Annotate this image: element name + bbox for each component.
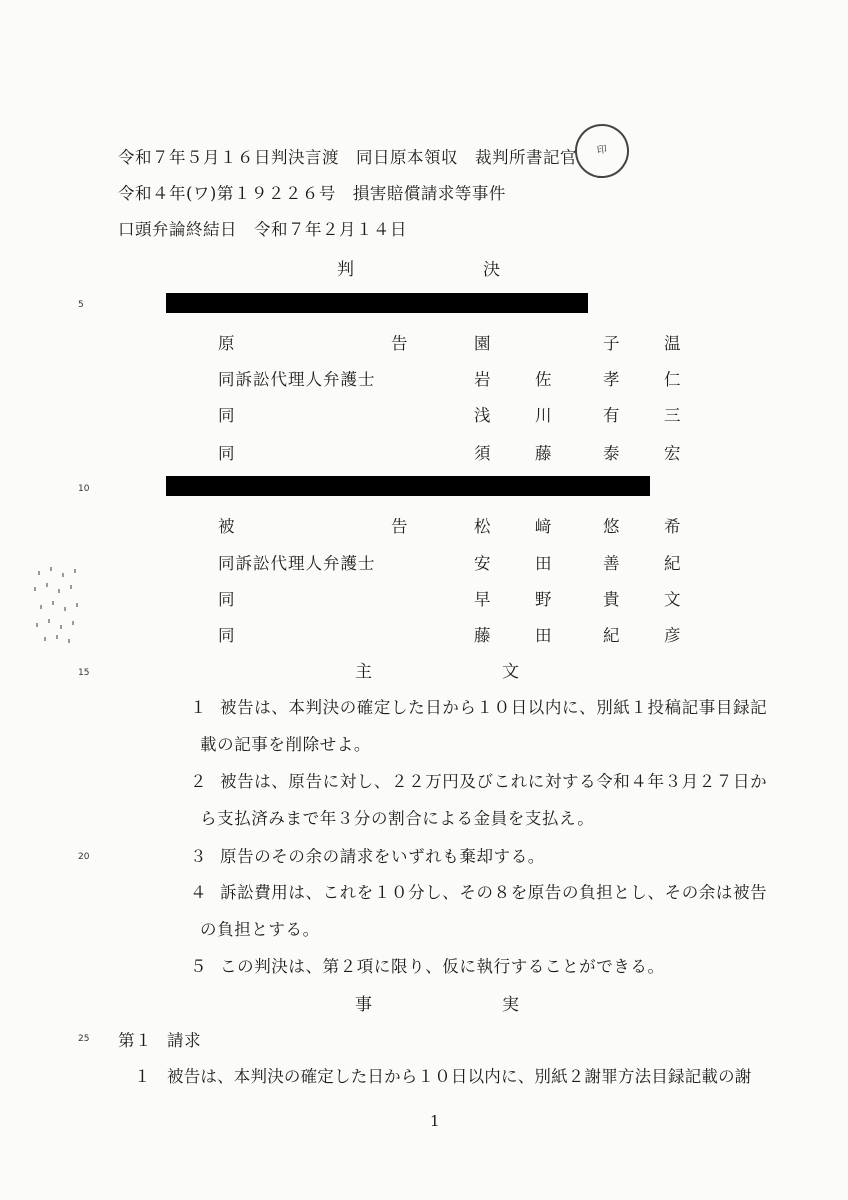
section-1-title: 請求 xyxy=(167,1031,202,1050)
scan-artifact-dots xyxy=(30,565,85,645)
line-number-15: 15 xyxy=(78,668,90,678)
claim-1-number: １ xyxy=(134,1067,152,1086)
shubun-item-3-text: 原告のその余の請求をいずれも棄却する。 xyxy=(220,847,545,866)
shubun-item-5-number: ５ xyxy=(190,957,208,976)
shubun-item-5-text: この判決は、第２項に限り、仮に執行することができる。 xyxy=(220,957,665,976)
redaction-bar-defendant-address xyxy=(166,476,650,496)
party-row-plaintiff-counsel-2: 同 浅 川 有 三 xyxy=(218,406,681,425)
party-row-plaintiff-counsel-3: 同 須 藤 泰 宏 xyxy=(218,444,681,463)
shubun-item-4-number: ４ xyxy=(190,883,208,902)
header-line-3: 口頭弁論終結日 令和７年２月１４日 xyxy=(118,220,407,239)
party-row-plaintiff-counsel: 同訴訟代理人弁護士 岩 佐 孝 仁 xyxy=(218,370,681,389)
party-row-defendant: 被 告 松 﨑 悠 希 xyxy=(218,517,681,536)
jijitsu-title-left: 事 xyxy=(355,995,372,1015)
shubun-item-2-cont: ら支払済みまで年３分の割合による金員を支払え。 xyxy=(200,809,595,828)
shubun-title-right: 文 xyxy=(502,662,519,682)
line-number-25: 25 xyxy=(78,1034,90,1044)
party-row-defendant-counsel-3: 同 藤 田 紀 彦 xyxy=(218,626,681,645)
redaction-bar-plaintiff-address xyxy=(166,293,588,313)
shubun-item-2-number: ２ xyxy=(190,772,208,791)
title-left: 判 xyxy=(337,260,354,280)
shubun-item-4-cont: の負担とする。 xyxy=(200,920,320,939)
page-number: 1 xyxy=(430,1112,440,1130)
line-number-10: 10 xyxy=(78,484,90,494)
shubun-item-1-number: １ xyxy=(190,698,208,717)
claim-1-text: 被告は、本判決の確定した日から１０日以内に、別紙２謝罪方法目録記載の謝 xyxy=(167,1067,752,1086)
shubun-item-4-text: 訴訟費用は、これを１０分し、その８を原告の負担とし、その余は被告 xyxy=(220,883,768,902)
line-number-5: 5 xyxy=(78,300,84,310)
header-line-1: 令和７年５月１６日判決言渡 同日原本領収 裁判所書記官 xyxy=(118,148,577,167)
shubun-item-2-text: 被告は、原告に対し、２２万円及びこれに対する令和４年３月２７日か xyxy=(220,772,768,791)
title-right: 決 xyxy=(483,260,500,280)
line-number-20: 20 xyxy=(78,852,90,862)
shubun-item-1-cont: 載の記事を削除せよ。 xyxy=(200,735,371,754)
shubun-title-left: 主 xyxy=(355,662,372,682)
jijitsu-title-right: 実 xyxy=(502,995,519,1015)
header-line-2: 令和４年(ワ)第１９２２６号 損害賠償請求等事件 xyxy=(118,184,506,203)
shubun-item-1-text: 被告は、本判決の確定した日から１０日以内に、別紙１投稿記事目録記 xyxy=(220,698,768,717)
party-row-defendant-counsel-2: 同 早 野 貴 文 xyxy=(218,590,681,609)
clerk-seal-icon: 印 xyxy=(572,121,633,182)
shubun-item-3-number: ３ xyxy=(190,847,208,866)
section-1-label: 第１ xyxy=(118,1031,153,1050)
party-row-defendant-counsel: 同訴訟代理人弁護士 安 田 善 紀 xyxy=(218,554,681,573)
party-row-plaintiff: 原 告 園 子 温 xyxy=(218,334,681,353)
